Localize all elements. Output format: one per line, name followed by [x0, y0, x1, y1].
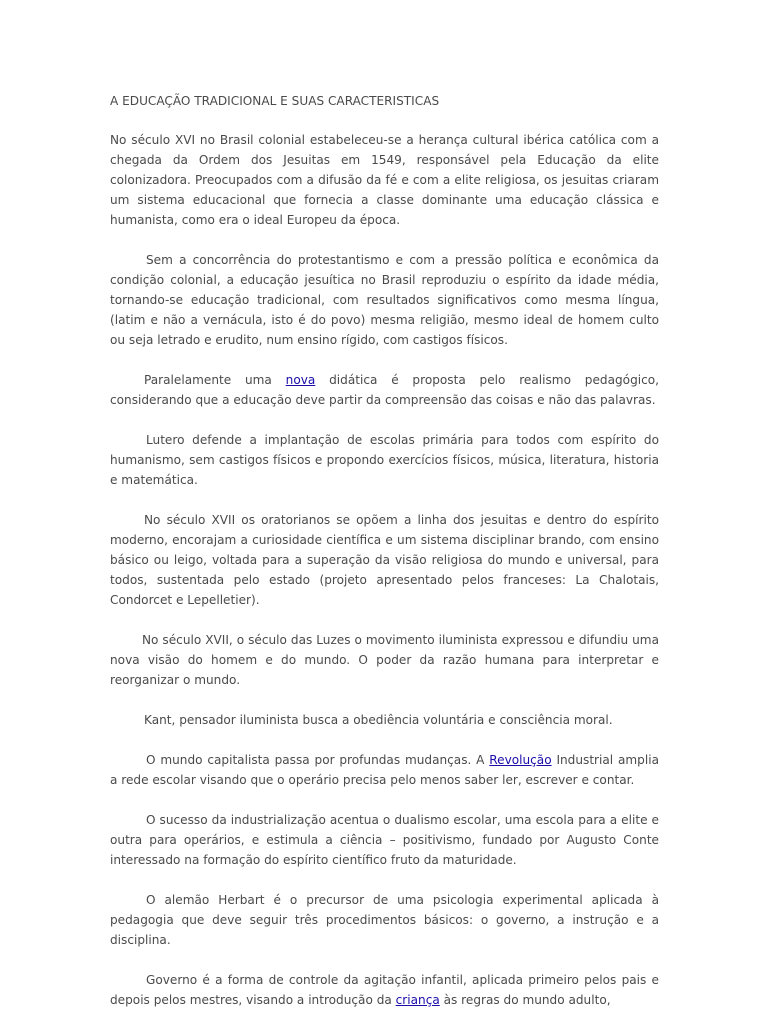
paragraph-9: O sucesso da industrialização acentua o dualismo escolar, uma escola para a elite e outra para operários, e estimula a ciência – positivismo, fundado por Augusto Conte interessado na formação do espírito científico fruto da maturidade. [110, 813, 659, 867]
paragraph-8-text-after: Industrial amplia a rede escolar visando que o operário precisa pelo menos saber ler, escrever e contar. [110, 753, 659, 787]
paragraph-10: O alemão Herbart é o precursor de uma psicologia experimental aplicada à pedagogia que deve seguir três procedimentos básicos: o governo, a instrução e a disciplina. [110, 893, 659, 947]
link-crianca[interactable]: criança [395, 993, 440, 1007]
paragraph-1: No século XVI no Brasil colonial estabeleceu-se a herança cultural ibérica católica com a chegada da Ordem dos Jesuitas em 1549, responsável pela Educação da elite colonizadora. Preocupados com a difusão da fé e com a elite religiosa, os jesuitas criaram um sistema educacional que fornecia a classe dominante uma educação clássica e humanista, como era o ideal Europeu da época. [110, 133, 659, 227]
document-page [110, 91, 659, 1010]
link-nova[interactable]: nova [285, 373, 316, 387]
paragraph-3-text-before: Paralelamente uma [144, 373, 286, 387]
paragraph-7: Kant, pensador iluminista busca a obediência voluntária e consciência moral. [144, 713, 613, 727]
paragraph-3 [110, 370, 659, 410]
paragraph-3-text-after: didática é proposta pelo realismo pedagógico, considerando que a educação deve partir da compreensão das coisas e não das palavras. [110, 373, 659, 407]
paragraph-4: Lutero defende a implantação de escolas primária para todos com espírito do humanismo, sem castigos físicos e propondo exercícios físicos, música, literatura, historia e matemática. [110, 433, 659, 487]
paragraph-2: Sem a concorrência do protestantismo e com a pressão política e econômica da condição colonial, a educação jesuítica no Brasil reproduziu o espírito da idade média, tornando-se educação tradicional, com resultados significativos como mesma língua, (latim e não a vernácula, isto é do povo) mesma religião, mesmo ideal de homem culto ou seja letrado e erudito, num ensino rígido, com castigos físicos. [110, 253, 659, 347]
paragraph-11-text-after: às regras do mundo adulto, [439, 993, 611, 1007]
paragraph-11 [110, 970, 659, 1010]
paragraph-8 [110, 750, 659, 790]
document-title: A EDUCAÇÃO TRADICIONAL E SUAS CARACTERISTICAS [110, 94, 440, 108]
paragraph-6: No século XVII, o século das Luzes o movimento iluminista expressou e difundiu uma nova visão do homem e do mundo. O poder da razão humana para interpretar e reorganizar o mundo. [110, 633, 659, 687]
paragraph-5: No século XVII os oratorianos se opõem a linha dos jesuitas e dentro do espírito moderno, encorajam a curiosidade científica e um sistema disciplinar brando, com ensino básico ou leigo, voltada para a superação da visão religiosa do mundo e universal, para todos, sustentada pelo estado (projeto apresentado pelos franceses: La Chalotais, Condorcet e Lepelletier). [110, 513, 659, 607]
paragraph-11-text-before: Governo é a forma de controle da agitação infantil, aplicada primeiro pelos pais e depois pelos mestres, visando a introdução da [110, 973, 659, 1007]
paragraph-8-text-before: O mundo capitalista passa por profundas mudanças. A [146, 753, 490, 767]
link-revolucao[interactable]: Revolução [489, 753, 552, 767]
